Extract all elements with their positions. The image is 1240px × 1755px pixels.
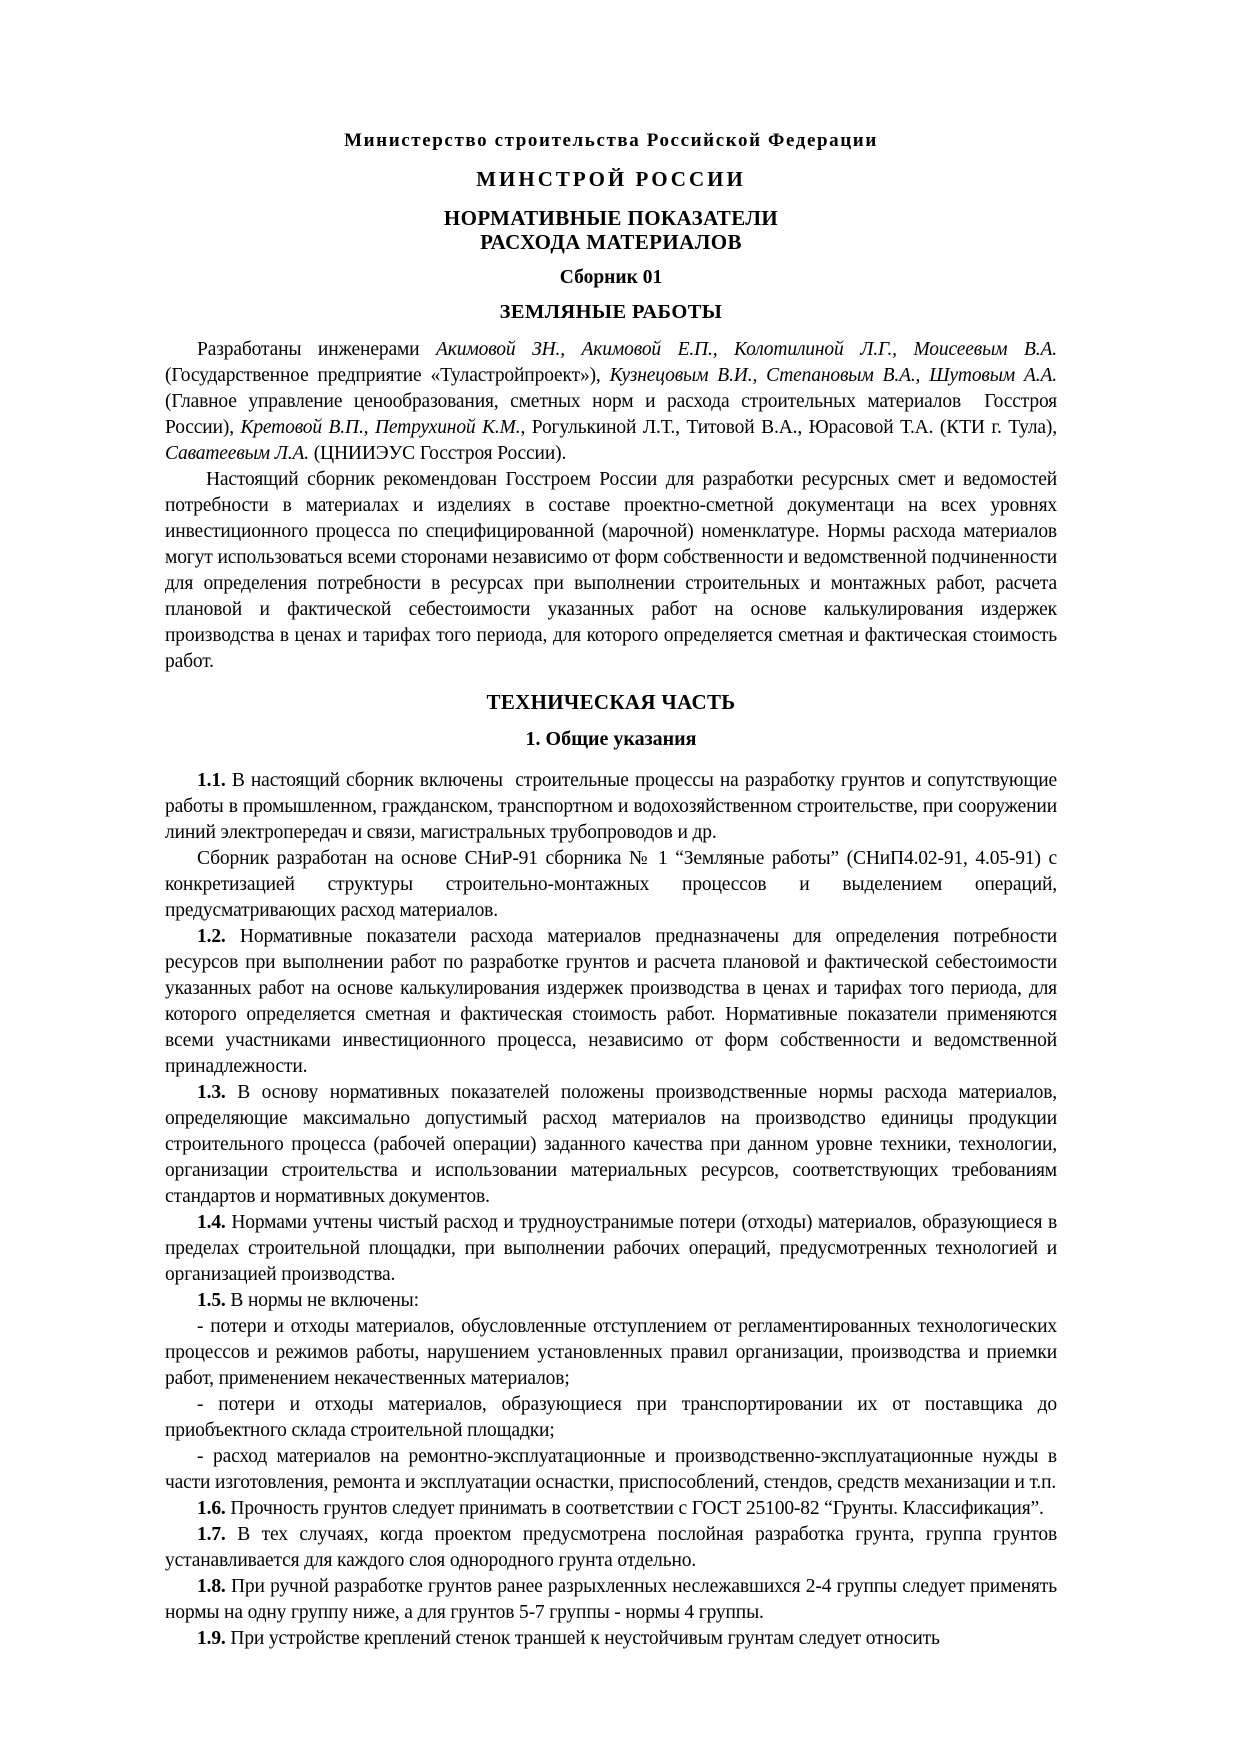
paragraph-number: 1.5.: [197, 1290, 226, 1311]
credits-text: , Рогулькиной Л.Т., Титовой В.А., Юрасовой Т.А. (КТИ г. Тула),: [520, 417, 1057, 438]
subject-title: ЗЕМЛЯНЫЕ РАБОТЫ: [499, 301, 723, 323]
document-title-line2: РАСХОДА МАТЕРИАЛОВ: [480, 230, 742, 254]
paragraph-1-3: 1.3. В основу нормативных показателей положены производственные нормы расхода материалов, определяющие максимально допустимый расход материалов на производство единицы продукции строительного процесса (рабочей операции) заданного качества при данном уровне техники, технологии, организации строительства и использовании материальных ресурсов, соответствующих требованиям стандартов и нормативных документов.: [165, 1082, 1057, 1207]
intro-paragraph: Настоящий сборник рекомендован Госстроем России для разработки ресурсных смет и ведомостей потребности в материалах и изделиях в составе проектно-сметной документаци на всех уровнях инвестиционного процесса по специфицированной (марочной) номенклатуре. Нормы расхода материалов могут использоваться всеми сторонами независимо от форм собственности и ведомственной подчиненности для определения потребности в ресурсах при выполнении строительных и монтажных работ, расчета плановой и фактической себестоимости указанных работ на основе калькулирования издержек производства в ценах и тарифах того периода, для которого определяется сметная и фактическая стоимость работ.: [165, 469, 1057, 672]
volume-label: Сборник 01: [559, 267, 663, 288]
credits-text: (Главное управление ценообразования, сметных норм и расхода строительных материалов Госстроя России),: [165, 391, 1057, 438]
paragraph-1-6: 1.6. Прочность грунтов следует принимать в соответствии с ГОСТ 25100-82 “Грунты. Классификация”.: [197, 1498, 1044, 1519]
paragraph-1-2: 1.2. Нормативные показатели расхода материалов предназначены для определения потребности ресурсов при выполнении работ по разработке грунтов и расчета плановой и фактической себестоимости указанных работ на основе калькулирования издержек производства в ценах и тарифах того периода, для которого определяется сметная и фактическая стоимость работ. Нормативные показатели применяются всеми участниками инвестиционного процесса, независимо от форм собственности и ведомственной принадлежности.: [165, 926, 1057, 1077]
document-header: [165, 130, 1057, 324]
paragraph-1-4: 1.4. Нормами учтены чистый расход и трудноустранимые потери (отходы) материалов, образующиеся в пределах строительной площадки, при выполнении рабочих операций, предусмотренных технологией и организацией производства.: [165, 1212, 1057, 1285]
agency-line: МИНСТРОЙ РОССИИ: [476, 167, 746, 191]
paragraph-number: 1.6.: [197, 1498, 226, 1519]
paragraph: - расход материалов на ремонтно-эксплуатационные и производственно-эксплуатационные нужды в части изготовления, ремонта и эксплуатации оснастки, приспособлений, стендов, средств механизации и т.п.: [165, 1446, 1057, 1493]
paragraph-number: 1.2.: [197, 926, 226, 947]
paragraph: - потери и отходы материалов, обусловленные отступлением от регламентированных технологических процессов и режимов работы, нарушением установленных правил организации, производства и приемки работ, применением некачественных материалов;: [165, 1316, 1057, 1389]
paragraph-number: 1.1.: [197, 770, 226, 791]
paragraph-number: 1.3.: [197, 1082, 226, 1103]
paragraph: Сборник разработан на основе СНиР-91 сборника № 1 “Земляные работы” (СНиП4.02-91, 4.05-91) с конкретизацией структуры строительно-монтажных процессов и выделением операций, предусматривающих расход материалов.: [165, 848, 1057, 921]
ministry-line: Министерство строительства Российской Федерации: [344, 130, 878, 151]
paragraph-1-7: 1.7. В тех случаях, когда проектом предусмотрена послойная разработка грунта, группа грунтов устанавливается для каждого слоя однородного грунта отдельно.: [165, 1524, 1057, 1571]
paragraph-1-8: 1.8. При ручной разработке грунтов ранее разрыхленных неслежавшихся 2-4 группы следует применять нормы на одну группу ниже, а для грунтов 5-7 группы - нормы 4 группы.: [165, 1576, 1057, 1623]
paragraph-number: 1.7.: [197, 1524, 226, 1545]
credited-engineer-name: Акимовой ЗН., Акимовой Е.П., Колотилиной Л.Г., Моисеевым В.А.: [436, 339, 1057, 360]
credits-text: (Государственное предприятие «Туластройпроект»),: [165, 365, 610, 386]
paragraph-number: 1.9.: [197, 1628, 226, 1649]
credits-text: (ЦНИИЭУС Госстроя России).: [308, 443, 567, 464]
credited-engineer-name: Кузнецовым В.И., Степановым В.А., Шутовым А.А.: [609, 365, 1057, 386]
paragraph-number: 1.4.: [197, 1212, 226, 1233]
credited-engineer-name: Кретовой В.П., Петрухиной К.М.: [240, 417, 521, 438]
paragraph-1-1: 1.1. В настоящий сборник включены строительные процессы на разработку грунтов и сопутствующие работы в промышленном, гражданском, транспортном и водохозяйственном строительстве, при сооружении линий электропередач и связи, магистральных трубопроводов и др.: [165, 770, 1057, 843]
paragraph-1-9: 1.9. При устройстве креплений стенок траншей к неустойчивым грунтам следует относить: [197, 1628, 940, 1649]
credits-paragraph: [165, 337, 1057, 467]
paragraph-number: 1.8.: [197, 1576, 226, 1597]
credited-engineer-name: Саватеевым Л.А.: [165, 443, 309, 464]
paragraphs: [165, 768, 1057, 1652]
document-title-line1: НОРМАТИВНЫЕ ПОКАЗАТЕЛИ: [443, 206, 779, 230]
document-title: [165, 206, 1057, 254]
credits-text: Разработаны инженерами: [197, 339, 436, 360]
section-title: ТЕХНИЧЕСКАЯ ЧАСТЬ: [486, 690, 736, 714]
paragraph: - потери и отходы материалов, образующиеся при транспортировании их от поставщика до приобъектного склада строительной площадки;: [165, 1394, 1057, 1441]
subsection-title: 1. Общие указания: [525, 728, 697, 750]
paragraph-1-5: 1.5. В нормы не включены:: [197, 1290, 419, 1311]
